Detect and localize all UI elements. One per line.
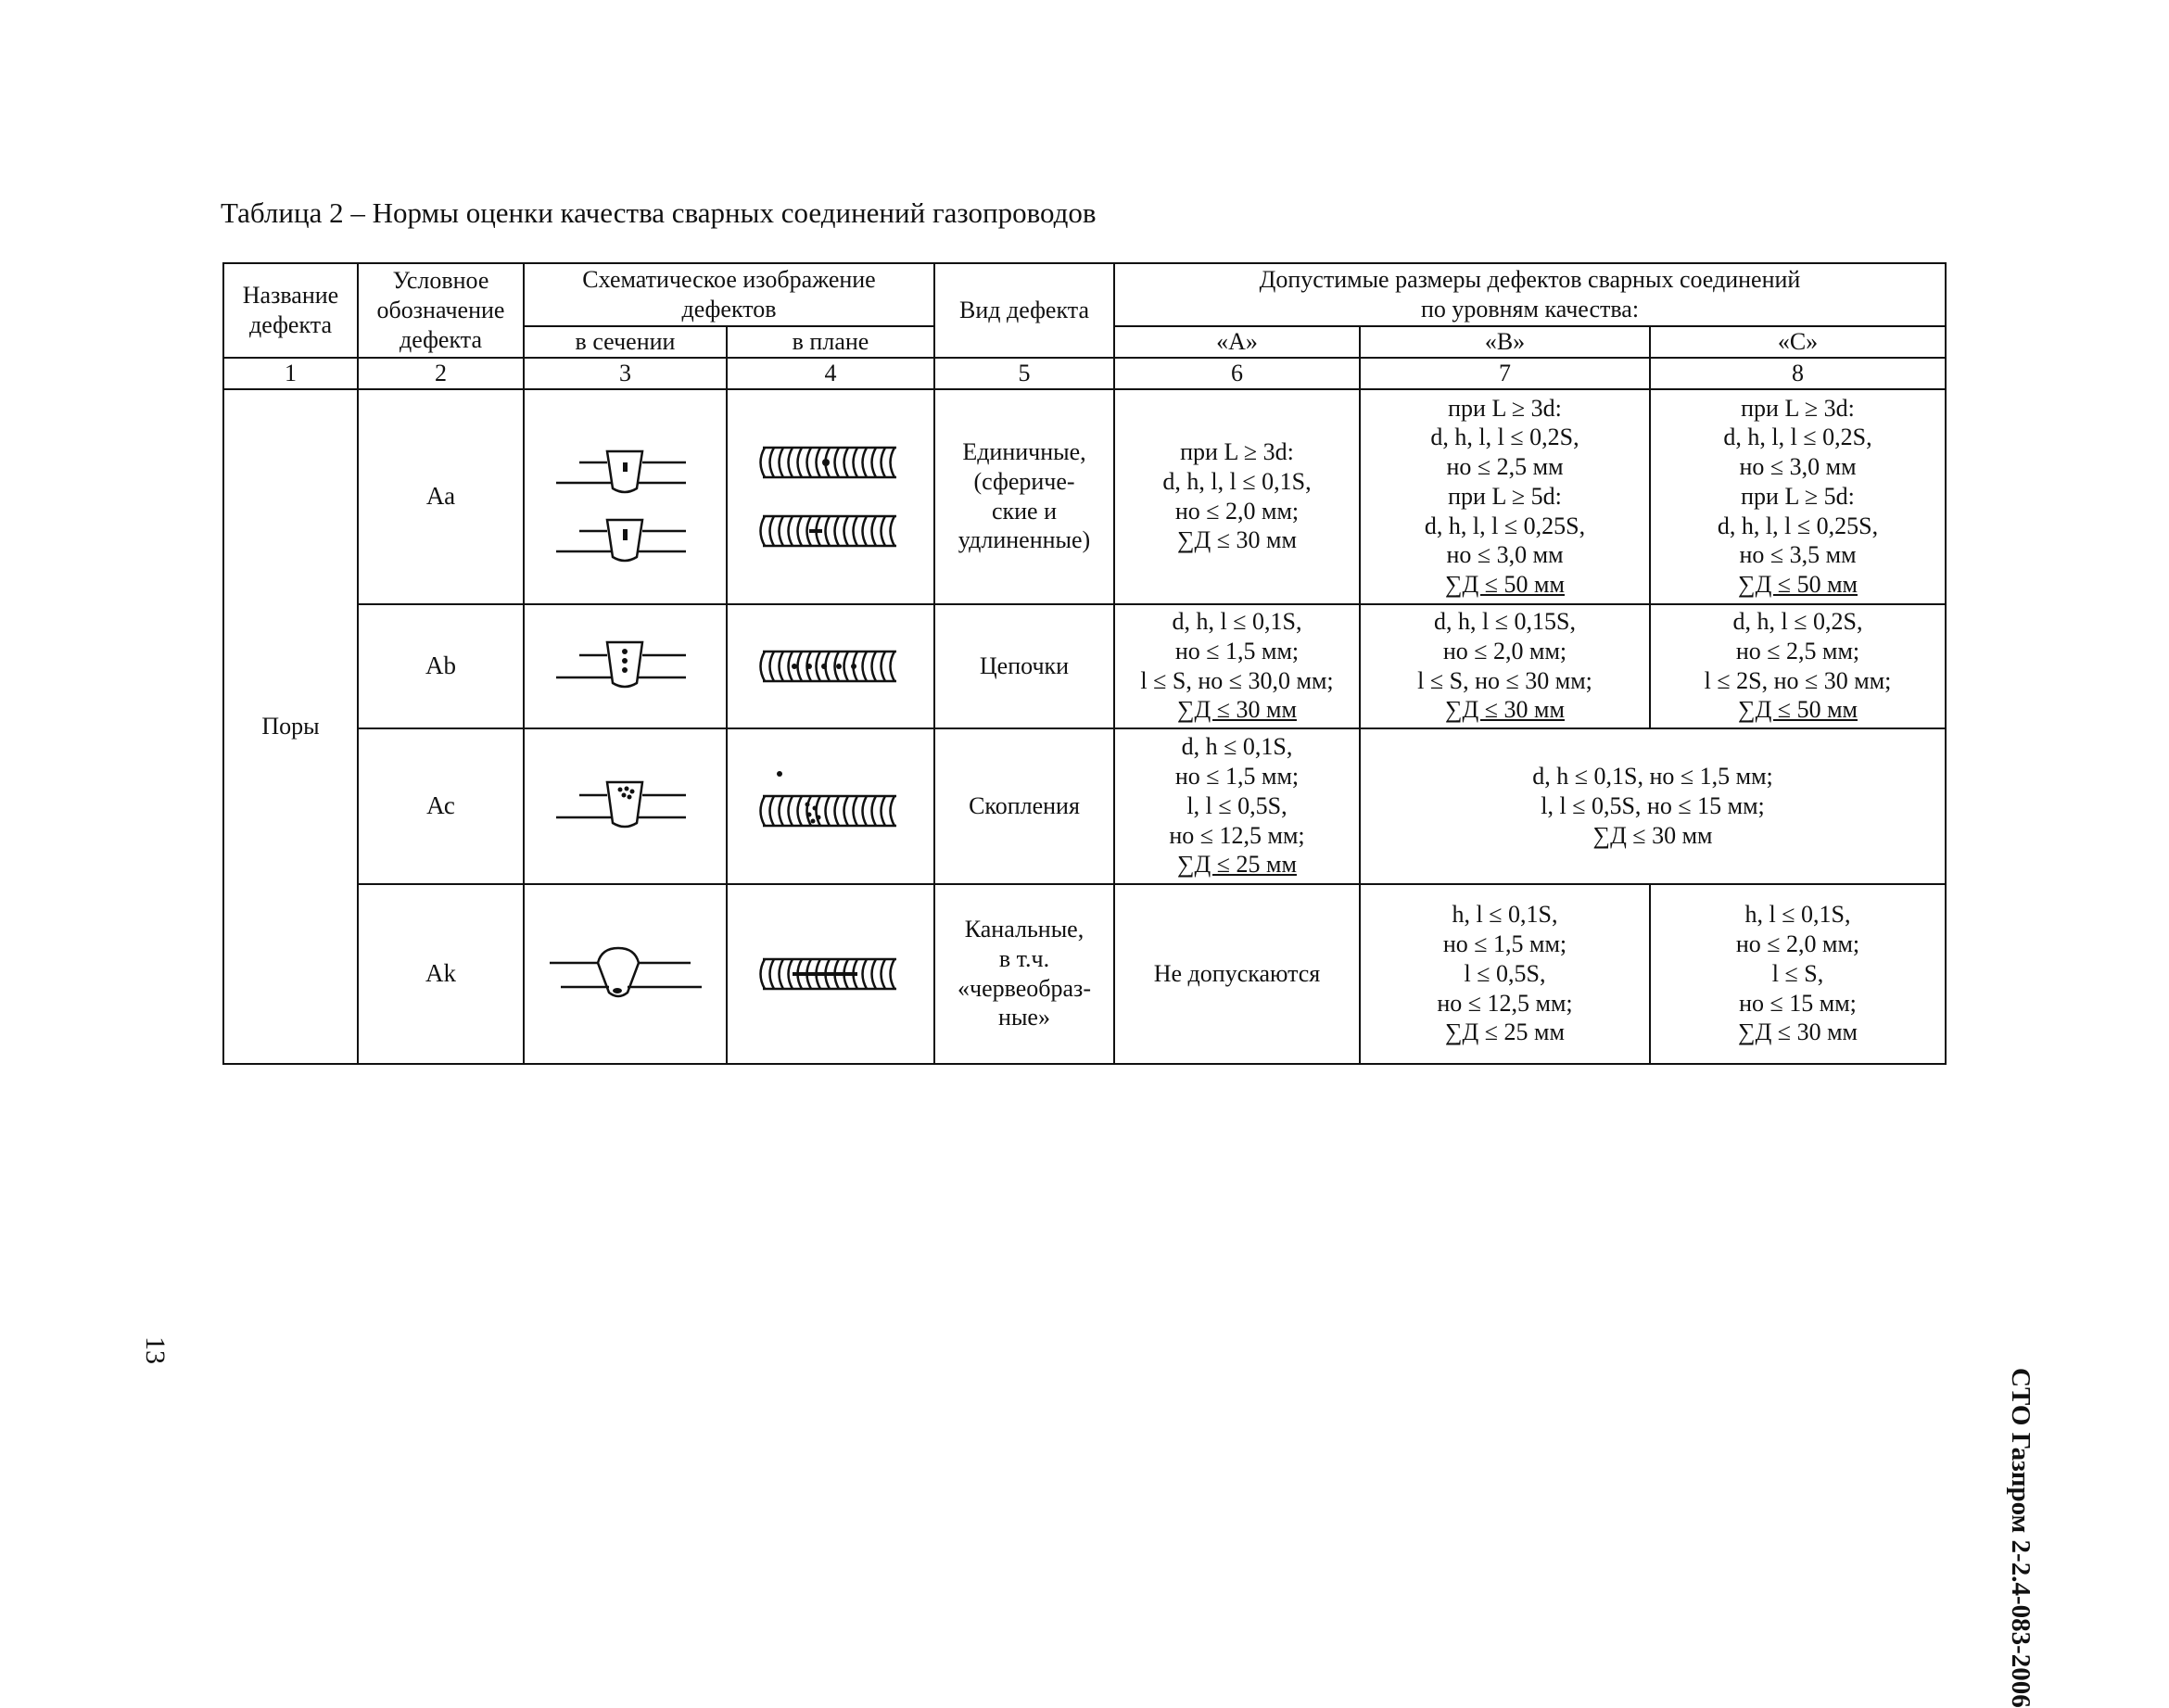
defect-kind: Цепочки — [934, 604, 1114, 728]
header-defect-kind: Вид дефекта — [934, 263, 1114, 358]
quality-norms-table — [222, 262, 1947, 1065]
page-number: 13 — [140, 1336, 171, 1364]
section-sketch-cell — [524, 389, 727, 604]
header-level-a: «А» — [1114, 326, 1360, 358]
weld-plan-sketch-ab — [752, 629, 909, 703]
level-b-norm: h, l ≤ 0,1S, но ≤ 1,5 мм; l ≤ 0,5S, но ≤ 12,5 мм; ∑Д ≤ 25 мм — [1360, 884, 1650, 1064]
defect-code: Аb — [358, 604, 524, 728]
column-number: 7 — [1360, 358, 1650, 389]
section-sketch-cell — [524, 604, 727, 728]
defect-kind: Канальные, в т.ч. «червеобраз- ные» — [934, 884, 1114, 1064]
level-a-norm: d, h ≤ 0,1S, но ≤ 1,5 мм; l, l ≤ 0,5S, но ≤ 12,5 мм; ∑Д ≤ 25 мм — [1114, 728, 1360, 884]
defect-code: Аk — [358, 884, 524, 1064]
header-plan: в плане — [727, 326, 934, 358]
header-schematic: Схематическое изображение дефектов — [524, 263, 934, 326]
table-row — [223, 604, 1946, 728]
header-level-b: «В» — [1360, 326, 1650, 358]
column-number: 4 — [727, 358, 934, 389]
document-code: СТО Газпром 2-2.4-083-2006 — [2006, 1368, 2036, 1708]
header-allowed-sizes: Допустимые размеры дефектов сварных соединений по уровням качества: — [1114, 263, 1946, 326]
weld-plan-sketch-ak — [752, 937, 909, 1011]
header-defect-code: Условное обозначение дефекта — [358, 263, 524, 358]
section-sketch-cell — [524, 884, 727, 1064]
column-number: 6 — [1114, 358, 1360, 389]
table-caption: Таблица 2 – Нормы оценки качества сварных соединений газопроводов — [221, 196, 1097, 229]
plan-sketch-cell — [727, 389, 934, 604]
header-section: в сечении — [524, 326, 727, 358]
defect-kind: Скопления — [934, 728, 1114, 884]
level-a-norm: d, h, l ≤ 0,1S, но ≤ 1,5 мм; l ≤ S, но ≤ 30,0 мм; ∑Д ≤ 30 мм — [1114, 604, 1360, 728]
table-row — [223, 884, 1946, 1064]
weld-section-sketch-ak — [542, 937, 709, 1011]
weld-plan-sketch-aa — [752, 427, 909, 566]
plan-sketch-cell — [727, 604, 934, 728]
header-level-c: «С» — [1650, 326, 1946, 358]
column-number: 3 — [524, 358, 727, 389]
column-number: 5 — [934, 358, 1114, 389]
weld-section-sketch-aa — [547, 427, 704, 566]
table-row — [223, 389, 1946, 604]
level-c-norm: при L ≥ 3d: d, h, l, l ≤ 0,2S, но ≤ 3,0 мм при L ≥ 5d: d, h, l, l ≤ 0,25S, но ≤ 3,5 мм ∑Д ≤ 50 мм — [1650, 389, 1946, 604]
level-b-norm: d, h, l ≤ 0,15S, но ≤ 2,0 мм; l ≤ S, но ≤ 30 мм; ∑Д ≤ 30 мм — [1360, 604, 1650, 728]
weld-section-sketch-ab — [547, 629, 704, 703]
plan-sketch-cell — [727, 884, 934, 1064]
column-number: 8 — [1650, 358, 1946, 389]
section-sketch-cell — [524, 728, 727, 884]
level-b-norm: при L ≥ 3d: d, h, l, l ≤ 0,2S, но ≤ 2,5 мм при L ≥ 5d: d, h, l, l ≤ 0,25S, но ≤ 3,0 мм ∑Д ≤ 50 мм — [1360, 389, 1650, 604]
defect-code: Ас — [358, 728, 524, 884]
defect-kind: Единичные, (сфериче- ские и удлиненные) — [934, 389, 1114, 604]
plan-sketch-cell — [727, 728, 934, 884]
defect-code: Аа — [358, 389, 524, 604]
defect-group-name: Поры — [223, 389, 358, 1064]
level-a-norm: Не допускаются — [1114, 884, 1360, 1064]
weld-plan-sketch-ac — [752, 765, 909, 848]
table-row — [223, 728, 1946, 884]
column-number: 2 — [358, 358, 524, 389]
level-c-norm: d, h, l ≤ 0,2S, но ≤ 2,5 мм; l ≤ 2S, но ≤ 30 мм; ∑Д ≤ 50 мм — [1650, 604, 1946, 728]
header-defect-name: Название дефекта — [223, 263, 358, 358]
level-c-norm: h, l ≤ 0,1S, но ≤ 2,0 мм; l ≤ S, но ≤ 15 мм; ∑Д ≤ 30 мм — [1650, 884, 1946, 1064]
weld-section-sketch-ac — [547, 769, 704, 843]
level-bc-norm: d, h ≤ 0,1S, но ≤ 1,5 мм; l, l ≤ 0,5S, но ≤ 15 мм; ∑Д ≤ 30 мм — [1360, 728, 1946, 884]
column-number: 1 — [223, 358, 358, 389]
level-a-norm: при L ≥ 3d: d, h, l, l ≤ 0,1S, но ≤ 2,0 мм; ∑Д ≤ 30 мм — [1114, 389, 1360, 604]
